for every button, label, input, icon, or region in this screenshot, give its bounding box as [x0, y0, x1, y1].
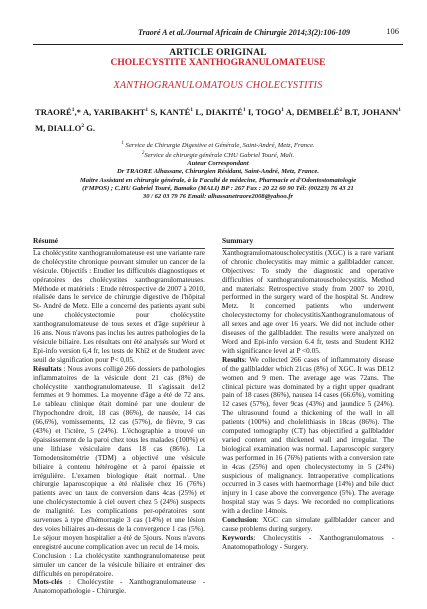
author-6: DEMBELÉ$^2$ B.T, — [296, 106, 362, 117]
summary-heading: Summary — [222, 236, 254, 245]
author-1: TRAORÉ$^1$,* A, — [35, 106, 94, 117]
summary-intro: Xanthogranulomatouscholecystitis (XGC) is a rare variant of chronic cholecystitis may mimic a gallbladder cancer. Objectives: To study the diagnostic and operative difficulties of xanthogranulomatouscholecystitis. Method and materials: Retrospective study from 2007 to 2010, performed in the surgery ward of the hospital St. Andrew Metz. It concerned patients who underwent cholecystectomy for cholecystitisXanthogranulomatous of all sexes and age over 16 years. We did not include other diseases of the gallbladder. The results were analyzed on Word and Epi-info version 6.4 fr, tests and Student KH2 with significance level at P <0.05. — [222, 248, 394, 355]
correspondence-line-1: Dr TRAORE Alhassane, Chirurgien Résidant, Saint-André, Metz, France. — [116, 168, 319, 176]
resume-keywords: Mots-clés : Cholécystite - Xanthogranulomateuse - Anatomopathologie - Chirurgie. — [33, 578, 205, 596]
page-number: 106 — [386, 26, 399, 36]
title-french: CHOLECYSTITE XANTHOGRANULOMATEUSE — [110, 58, 326, 68]
title-english: XANTHOGRANULOMATOUS CHOLECYSTITIS — [113, 80, 323, 91]
summary-divider — [222, 248, 394, 249]
author-2: YARIBAKHT$^1$ S, — [93, 106, 160, 117]
summary-column — [222, 237, 394, 552]
resume-intro: La cholécystite xanthogranulomateuse est une variante rare de cholécystite chronique pouvant simuler un cancer de la vésicule. Objectifs : Etudier les difficultés diagnostiques et opératoires des cholécystites xanthogranulomateuses. Méthode et matériels : Etude rétrospective de 2007 à 2010, réalisée dans le service de chirurgie digestive de l'hôpital St- André de Metz. Elle a concerné des patients ayant subi une cholécystectomie pour cholécystite xanthogranulomateuse de tous sexes et d'âge supérieur à 16 ans. Nous n'avons pas inclus les autres pathologies de la vésicule biliaire. Les résultats ont été analysés sur Word et Epi-info version 6,4 fr, les tests de Khi2 et de Student avec seuil de signification pour P< 0,05. — [33, 248, 205, 364]
affiliation-1: $^1$ Service de Chirurgie Digestive et Générale, Saint-André, Metz, France. — [121, 140, 315, 149]
author-5: TOGO$^1$ A, — [255, 106, 297, 117]
resume-heading: Résumé — [33, 236, 59, 245]
correspondence-label: Auteur Correspondant — [187, 160, 249, 168]
running-header — [33, 22, 403, 45]
summary-body — [222, 249, 394, 552]
resume-body — [33, 249, 205, 596]
article-type: ARTICLE ORIGINAL — [169, 48, 267, 58]
author-list — [33, 103, 403, 135]
author-4: DIAKITÉ$^1$ I, — [205, 106, 256, 117]
resume-results: Résultats : Nous avons colligé 266 dossiers de pathologies inflammatoires de la vésicule dont 21 cas (8%) de cholécystite xanthogranulomateuse. Il s'agissait de12 femmes et 9 hommes. La moyenne d'âge a été de 72 ans. Le tableau clinique était dominé par une douleur de l'hypochondre droit, 18 cas (86%), de nausée, 14 cas (66,6%), vomissements, 12 cas (57%), de fièvre, 9 cas (43%) et l'ictère, 5 (24%). L'échographie a trouvé un épaississement de la paroi chez tous les malades (100%) et une lithiase vésiculaire dans 18 cas (86%). La Tomodensitométrie (TDM) a objectivé une vésicule biliaire à contenu hétérogène et à paroi épaissie et irrégulière. L'examen biologique était normal. Une chirurgie laparoscopique a été réalisée chez 16 (76%) patients avec un taux de conversion dans 4cas (25%) et une cholécystectomie à ciel ouvert chez 5 (24%) suspects de malignité. Les complications per-opératoires sont survenues à type d'hémorragie 3 cas (14%) et une lésion des voies biliaires au-dessus de la convergence 1 cas (5%). Le séjour moyen hospitalier a été de 5jours. Nous n'avons enregistré aucune complication avec un recul de 14 mois. — [33, 364, 205, 551]
resume-column — [33, 237, 205, 596]
affiliations — [33, 140, 403, 160]
author-8: DIALLO$^2$ G. — [47, 122, 96, 133]
abstract-columns — [33, 237, 403, 609]
summary-conclusion: Conclusion: XGC can simulate gallbladder cancer and cause problems during surgery. — [222, 516, 394, 533]
resume-conclusion: Conclusion : La cholécystite xanthogranulomateuse peut simuler un cancer de la vésicule biliaire et entrainer des difficultés en peropératoire. — [33, 551, 205, 578]
resume-divider — [33, 248, 205, 249]
correspondence-line-2: Maitre Assistant en chirurgie générale, à la Faculté de médecine, Pharmacie et d'Odontostomatologie — [79, 176, 357, 184]
correspondence-block — [33, 160, 403, 201]
author-3: KANTÉ$^1$ L, — [159, 106, 206, 117]
correspondence-line-3: (FMPOS) ; C.HU Gabriel Touré, Bamako (MALI) BP : 267 Fax : 20 22 60 90 Tél: (00223) 76 43 21 — [82, 184, 354, 192]
affiliation-2: $^2$Service de chirurgie générale CHU Gabriel Touré, Mali. — [141, 150, 295, 160]
journal-citation: Traoré A et al./Journal Africain de Chirurgie 2014;3(2):106-109 — [138, 28, 351, 37]
correspondence-line-4: 30 / 62 03 79 76 Email: alhassanetraore2008@yahoo.fr — [142, 192, 294, 200]
author-7: JOHANN$^1$ M, — [35, 106, 402, 133]
summary-results: Results: We collected 266 cases of inflammatory disease of the gallbladder which 21cas (8%) of XGC. It was DE12 women and 9 men. The average age was 72ans. The clinical picture was dominated by a right upper quadrant pain of 18 cases (86%), nausea 14 cases (66.6%), vomiting 12 cases (57%), fever 9cas (43%) and jaundice 5 (24%). The ultrasound found a thickening of the wall in all patients (100%) and cholelithiasis in 18cas (86%). The computed tomography (CT) has objectified a gallbladder varied content and thickened wall and irregular. The biological examination was normal. Laparoscopic surgery was performed in 16 (76%) patients with a conversion rate in 4cas (25%) and open cholecystectomy in 5 (24%) suspicious of malignancy. Intraoperative complications occurred in 3 cases with haemorrhage (14%) and bile duct injury in 1 case above the convergence (5%). The average hospital stay was 5 days. We recorded no complications with a decline 14mois. — [222, 355, 394, 516]
summary-keywords: Keywords: Cholecystitis - Xanthogranulomatous - Anatomopathology - Surgery. — [222, 533, 394, 551]
